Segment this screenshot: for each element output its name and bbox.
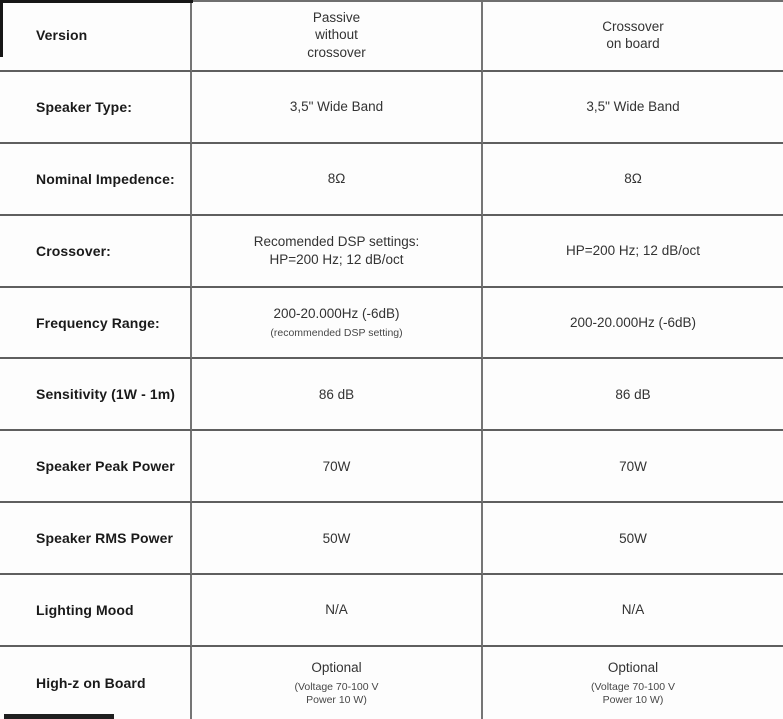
cell-value-line: Optional (311, 659, 362, 675)
row-label-text: Nominal Impedence: (36, 170, 175, 187)
cell-value-line: 200-20.000Hz (-6dB) (569, 314, 697, 330)
cell-impedence-passive (192, 144, 483, 216)
cell-subnote (591, 681, 675, 707)
cell-rms-power-passive (192, 503, 483, 575)
row-label-text: Sensitivity (1W - 1m) (36, 386, 176, 403)
cell-value-line: crossover (307, 44, 366, 60)
cell-value-line: 70W (322, 458, 351, 474)
row-label-speaker-type (0, 72, 192, 144)
row-label-text: Frequency Range: (36, 314, 160, 331)
cell-subnote-line: (Voltage 70-100 V (590, 680, 676, 693)
cell-subnote-line: Power 10 W) (602, 694, 664, 707)
row-label-text: Speaker Type: (36, 98, 132, 115)
cell-subnote-line: (Voltage 70-100 V (294, 680, 379, 693)
cell-value-line: 86 dB (615, 386, 651, 402)
cell-frequency-passive (192, 288, 483, 360)
cell-value-line: Recomended DSP settings: (253, 234, 420, 250)
cell-value-line: Passive (312, 10, 361, 26)
cell-value-line: 70W (619, 458, 647, 474)
cell-value-line: 8Ω (327, 171, 346, 187)
cell-peak-power-passive (192, 431, 483, 503)
row-label-version (0, 0, 192, 72)
cell-value-line: 86 dB (318, 386, 355, 402)
cell-subnote-line: Power 10 W) (306, 694, 367, 707)
row-label-text: Version (36, 26, 88, 43)
cell-value-line: HP=200 Hz; 12 dB/oct (566, 242, 700, 258)
row-label-crossover (0, 216, 192, 288)
row-label-rms-power (0, 503, 192, 575)
cell-subnote (270, 327, 402, 340)
cell-high-z-passive (192, 647, 483, 719)
row-label-nominal-impedence (0, 144, 192, 216)
row-label-frequency-range (0, 288, 192, 360)
cell-lighting-onboard (483, 575, 783, 647)
cell-crossover-passive (192, 216, 483, 288)
cell-value-line: N/A (325, 602, 348, 618)
cell-value-line: 3,5" Wide Band (586, 99, 680, 115)
cell-sensitivity-passive (192, 359, 483, 431)
cell-value-line: 200-20.000Hz (-6dB) (273, 305, 400, 321)
cell-value-line: N/A (621, 602, 645, 618)
cell-value-line: without (315, 27, 358, 43)
row-label-text: High-z on Board (36, 674, 146, 691)
cell-subnote-line: (recommended DSP setting) (270, 327, 403, 340)
cell-frequency-onboard (483, 288, 783, 360)
cell-subnote (294, 681, 378, 707)
cell-value-line: on board (606, 35, 660, 51)
cell-value-line: HP=200 Hz; 12 dB/oct (269, 251, 404, 267)
cell-rms-power-onboard (483, 503, 783, 575)
row-label-text: Speaker Peak Power (36, 458, 175, 475)
cell-value-line: 50W (322, 530, 351, 546)
row-label-text: Crossover: (36, 242, 111, 259)
cell-sensitivity-onboard (483, 359, 783, 431)
cell-version-onboard (483, 0, 783, 72)
cell-impedence-onboard (483, 144, 783, 216)
row-label-high-z (0, 647, 192, 719)
row-label-lighting-mood (0, 575, 192, 647)
row-label-text: Speaker RMS Power (36, 530, 174, 547)
cell-value-line: 50W (619, 530, 647, 546)
cell-value-line: 8Ω (624, 171, 642, 187)
row-label-sensitivity (0, 359, 192, 431)
cell-speaker-type-passive (192, 72, 483, 144)
cell-peak-power-onboard (483, 431, 783, 503)
cell-value-line: 3,5" Wide Band (289, 99, 384, 115)
cell-version-passive (192, 0, 483, 72)
cell-crossover-onboard (483, 216, 783, 288)
cell-high-z-onboard (483, 647, 783, 719)
cell-value-line: Optional (607, 659, 659, 675)
cell-lighting-passive (192, 575, 483, 647)
cell-speaker-type-onboard (483, 72, 783, 144)
row-label-peak-power (0, 431, 192, 503)
row-label-text: Lighting Mood (36, 602, 134, 619)
cell-value-line: Crossover (602, 18, 664, 34)
